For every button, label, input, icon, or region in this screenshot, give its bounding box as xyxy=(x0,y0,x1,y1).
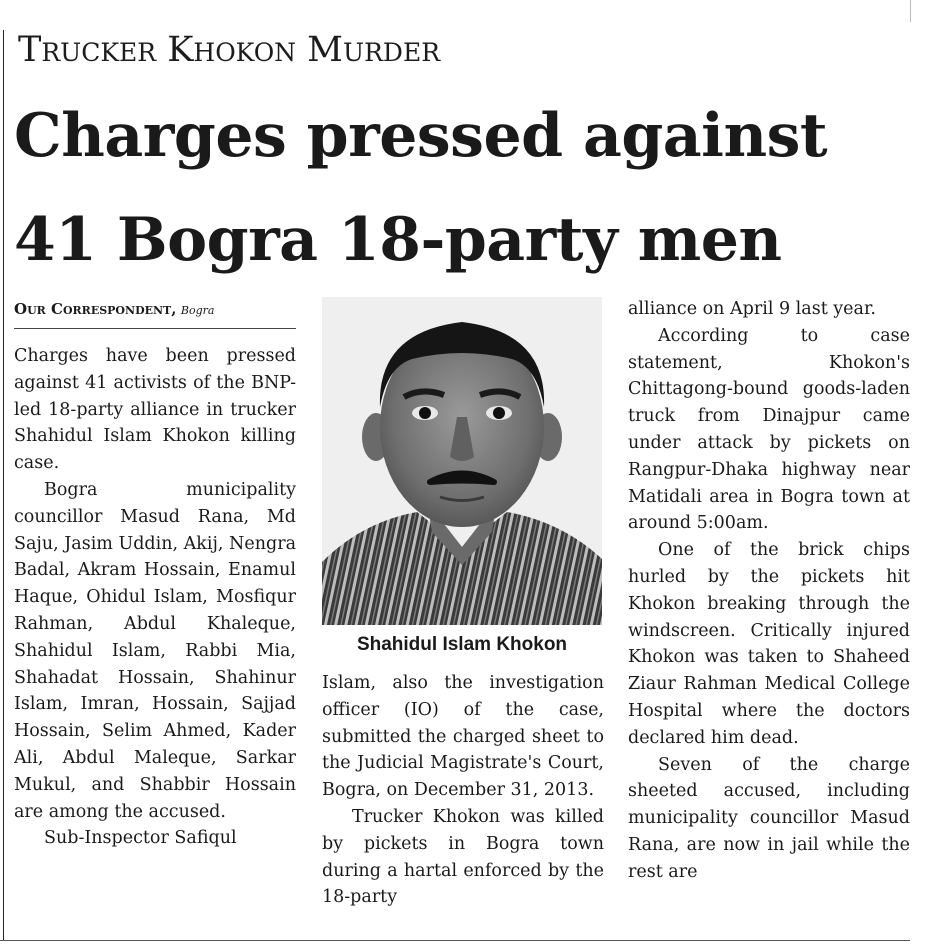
article-column-3 xyxy=(628,296,910,938)
byline-location: Bogra xyxy=(180,304,215,317)
paragraph: Charges have been pressed against 41 activists of the BNP-led 18-party alliance in trucker Shahidul Islam Khokon killing case. xyxy=(14,346,296,474)
left-column-rule xyxy=(3,30,4,940)
paragraph: One of the brick chips hurled by the pickets hit Khokon breaking through the windscreen. Critically injured Khokon was taken to Shaheed Ziaur Rahman Medical College Hospital where the doctors declared him dead. xyxy=(628,540,910,748)
paragraph: Bogra municipality councillor Masud Rana, Md Saju, Jasim Uddin, Akij, Nengra Badal, Akram Hossain, Enamul Haque, Ohidul Islam, Mosfiqur Rahman, Abdul Khaleque, Shahidul Islam, Rabbi Mia, Shahadat Hossain, Shahinur Islam, Imran, Hossain, Sajjad Hossain, Selim Ahmed, Kader Ali, Abdul Maleque, Sarkar Mukul, and Shabbir Hossain are among the accused. xyxy=(14,479,296,822)
photo-caption: Shahidul Islam Khokon xyxy=(356,634,568,655)
paragraph: Seven of the charge sheeted accused, including municipality councillor Masud Rana, are now in jail while the rest are xyxy=(628,754,910,882)
kicker-text: Trucker Khokon Murder xyxy=(18,30,441,70)
article-column-2 xyxy=(322,670,604,938)
paragraph: Sub-Inspector Safiqul xyxy=(44,828,237,849)
paragraph: alliance on April 9 last year. xyxy=(628,299,876,319)
paragraph: Islam, also the investigation officer (IO) of the case, submitted the charged sheet to the Judicial Magistrate's Court, Bogra, on December 31, 2013. xyxy=(322,673,604,801)
bottom-rule xyxy=(0,940,910,941)
byline-correspondent: Our Correspondent, xyxy=(14,300,177,318)
byline xyxy=(14,299,296,329)
portrait-photo xyxy=(322,297,602,625)
portrait-illustration xyxy=(322,297,602,625)
headline: Charges pressed against 41 Bogra 18-party men xyxy=(14,101,828,275)
top-right-rule xyxy=(910,0,911,22)
article-column-1 xyxy=(14,343,296,938)
kicker xyxy=(18,30,440,70)
paragraph: According to case statement, Khokon's Chittagong-bound goods-laden truck from Dinajpur came under attack by pickets on Rangpur-Dhaka highway near Matidali area in Bogra town at around 5:00am. xyxy=(628,325,910,534)
paragraph: Trucker Khokon was killed by pickets in Bogra town during a hartal enforced by the 18-party xyxy=(322,806,604,908)
